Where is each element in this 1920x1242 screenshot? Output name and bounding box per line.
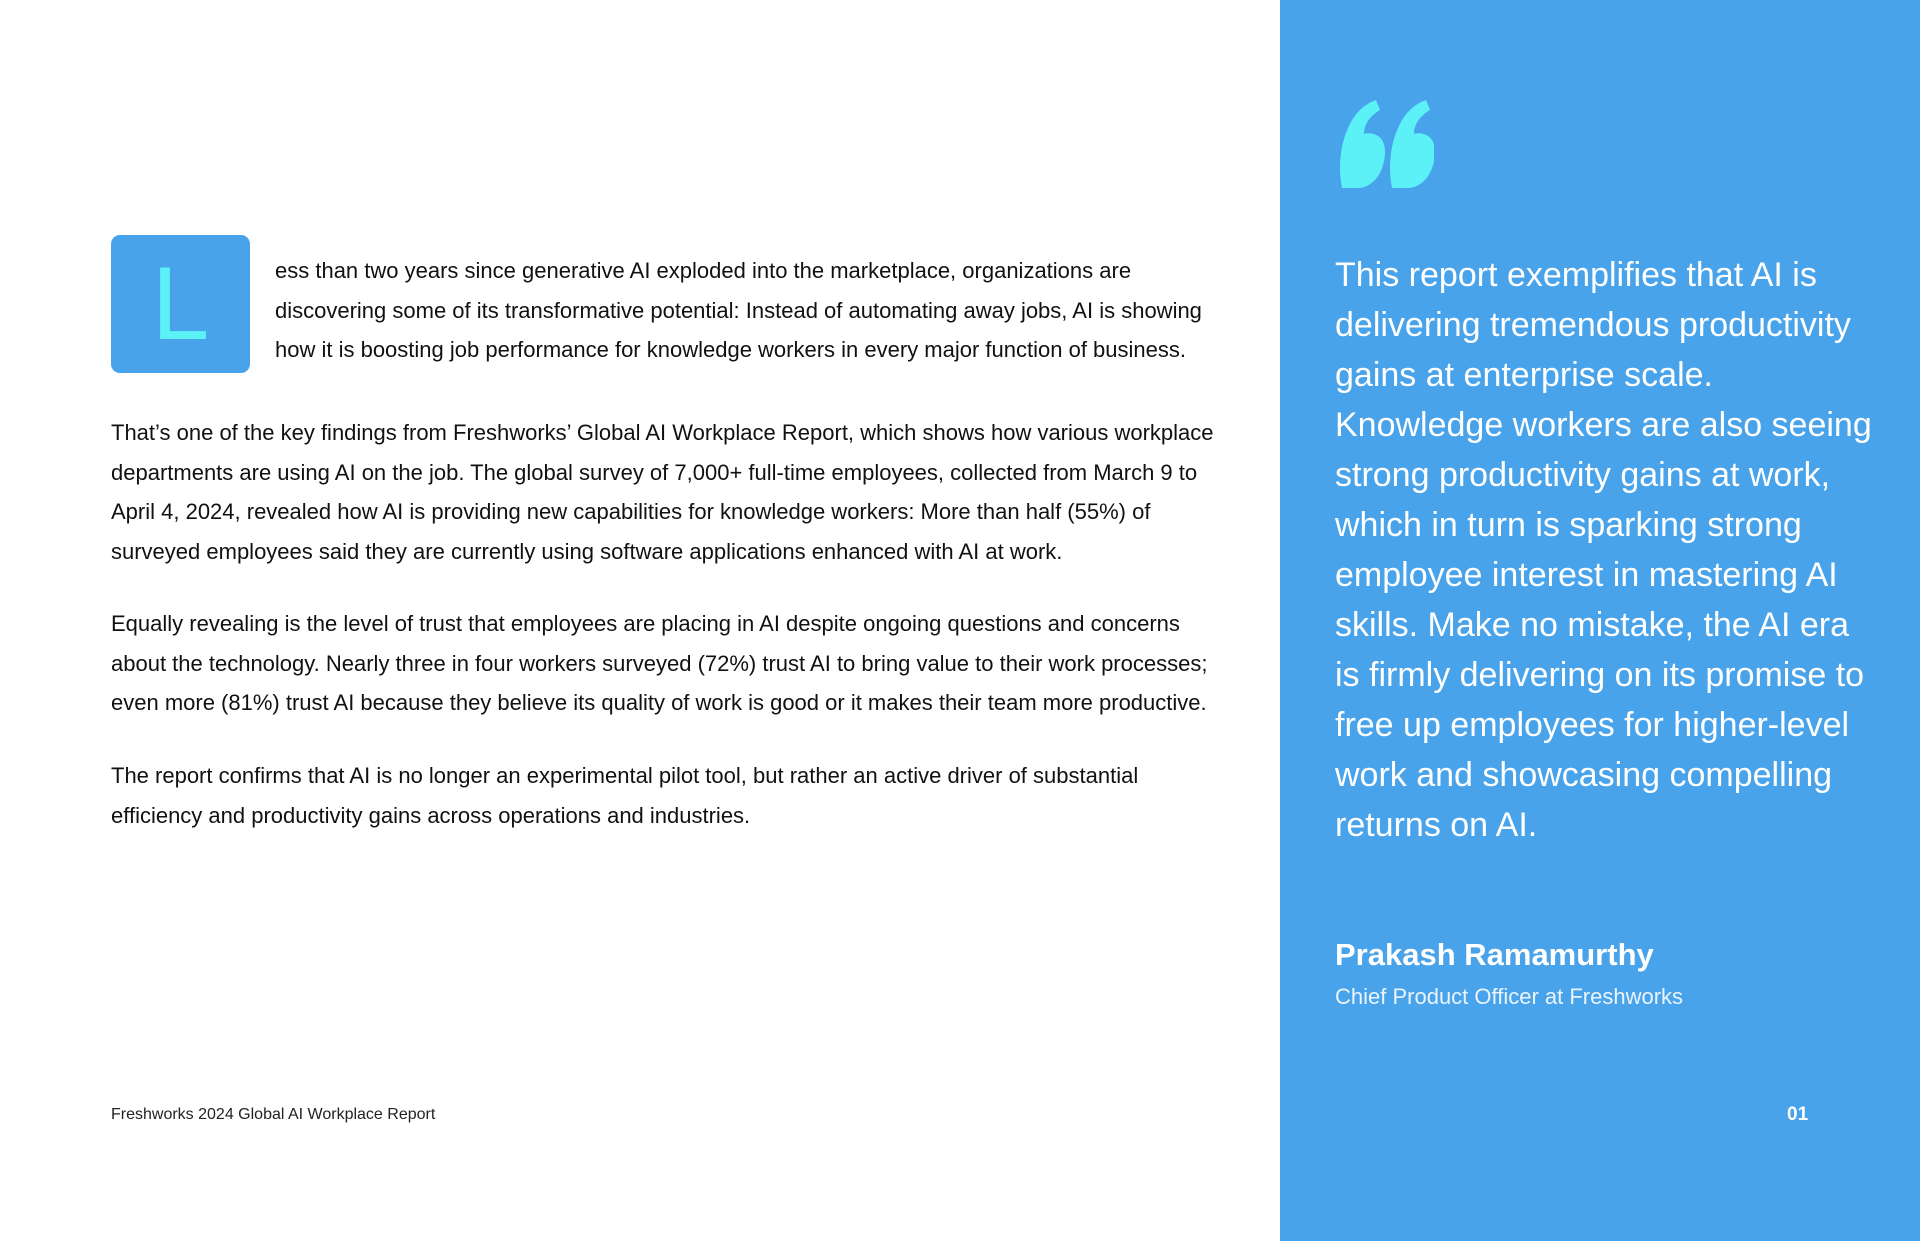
footer-report-title: Freshworks 2024 Global AI Workplace Report (111, 1106, 436, 1123)
quote-mark-icon (1334, 60, 1434, 200)
body-paragraph: Equally revealing is the level of trust that employees are placing in AI despite ongoing questions and concerns about the technology. Nearly three in four workers surveyed (72%) trust AI to bring value to their work processes; even more (81%) trust AI because they believe its quality of work is good or it makes their team more productive. (111, 611, 1208, 715)
quote-panel (1280, 0, 1920, 1241)
quote-author-name: Prakash Ramamurthy (1335, 937, 1654, 972)
body-paragraph: The report confirms that AI is no longer an experimental pilot tool, but rather an active driver of substantial efficiency and productivity gains across operations and industries. (111, 763, 1139, 828)
quote-author-title: Chief Product Officer at Freshworks (1335, 984, 1684, 1009)
lead-paragraph: ess than two years since generative AI exploded into the marketplace, organizations are discovering some of its transformative potential: Instead of automating away jobs, AI is showing how it is boosting job performance for knowledge workers in every major function of business. (275, 258, 1202, 362)
article-column (111, 0, 1226, 1242)
body-paragraph: That’s one of the key findings from Freshworks’ Global AI Workplace Report, which shows how various workplace departments are using AI on the job. The global survey of 7,000+ full-time employees, collected from March 9 to April 4, 2024, revealed how AI is providing new capabilities for knowledge workers: More than half (55%) of surveyed employees said they are currently using software applications enhanced with AI at work. (111, 420, 1214, 564)
pull-quote-text: This report exemplifies that AI is delivering tremendous productivity gains at enterprise scale. Knowledge workers are also seeing strong productivity gains at work, which in turn is sparking strong employee interest in mastering AI skills. Make no mistake, the AI era is firmly delivering on its promise to free up employees for higher-level work and showcasing compelling returns on AI. (1335, 256, 1872, 844)
page-number: 01 (1787, 1104, 1809, 1125)
dropcap: L (111, 235, 250, 373)
